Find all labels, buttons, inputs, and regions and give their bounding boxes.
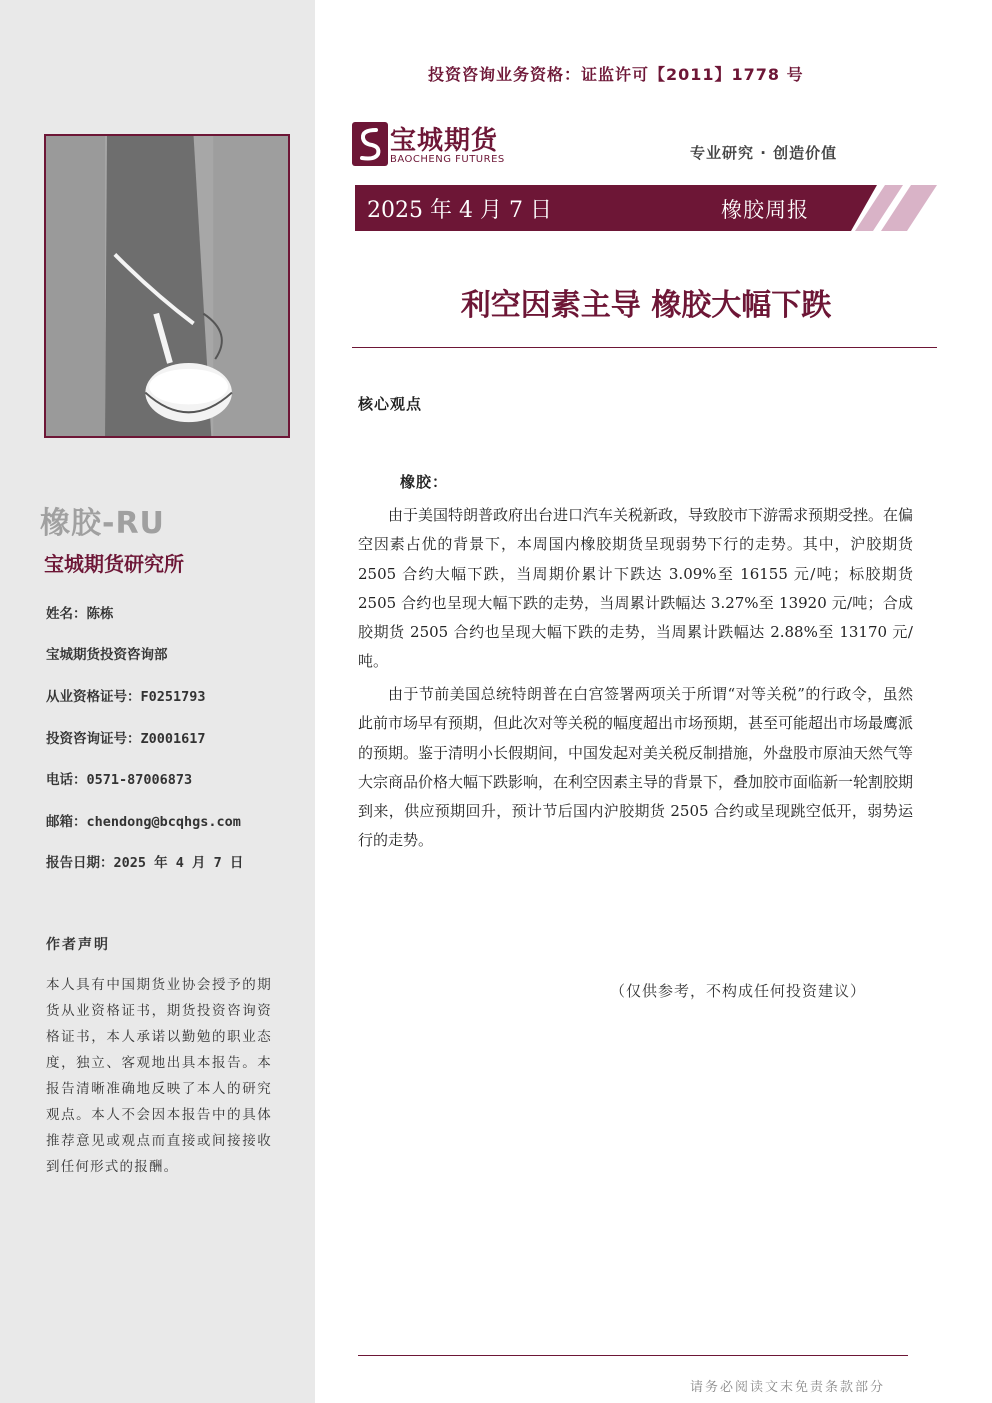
baocheng-logo-icon	[352, 122, 388, 166]
company-logo	[352, 120, 522, 172]
banner-date: 2025 年 4 月 7 日	[367, 198, 552, 223]
phone-number: 电话：0571-87006873	[46, 772, 193, 788]
license-text: 投资咨询业务资格：证监许可【2011】1778 号	[428, 65, 804, 84]
author-name: 姓名：陈栋	[46, 606, 114, 622]
sidebar	[0, 0, 315, 1403]
report-type: 橡胶周报	[721, 198, 809, 222]
consulting-number: 投资咨询证号：Z0001617	[46, 731, 206, 747]
slogan: 专业研究 · 创造价值	[690, 144, 838, 162]
rubber-section-heading: 橡胶：	[400, 473, 449, 491]
category-label: 橡胶-RU	[40, 506, 165, 541]
rubber-tapping-illustration	[46, 136, 288, 436]
qualification-number: 从业资格证号：F0251793	[46, 689, 206, 705]
declaration-title: 作者声明	[46, 937, 110, 953]
footer-divider	[358, 1355, 908, 1356]
logo-english-name: BAOCHENG FUTURES	[390, 154, 505, 165]
report-title: 利空因素主导 橡胶大幅下跌	[460, 288, 832, 323]
body-paragraph: 由于节前美国总统特朗普在白宫签署两项关于所谓“对等关税”的行政令，虽然此前市场早有预期，但此次对等关税的幅度超出市场预期，甚至可能超出市场最鹰派的预期。鉴于清明小长假期间，中国发起对美关税反制措施，外盘股市原油天然气等大宗商品价格大幅下跌影响，在利空因素主导的背景下，叠加胶市面临新一轮割胶期到来，供应预期回升，预计节后国内沪胶期货 2505 合约或呈现跳空低开，弱势运行的走势。	[358, 685, 914, 850]
title-divider	[352, 347, 937, 348]
rubber-tapping-photo	[44, 134, 290, 438]
core-view-heading: 核心观点	[358, 395, 423, 413]
department-name: 宝城期货投资咨询部	[46, 647, 168, 663]
institute-name: 宝城期货研究所	[44, 552, 184, 576]
investment-disclaimer: （仅供参考，不构成任何投资建议）	[610, 982, 867, 1000]
footer-note: 请务必阅读文末免责条款部分	[690, 1380, 886, 1395]
body-paragraph: 由于美国特朗普政府出台进口汽车关税新政，导致胶市下游需求预期受挫。在偏空因素占优的背景下，本周国内橡胶期货呈现弱势下行的走势。其中，沪胶期货 2505 合约大幅下跌，当周期价累计下跌达 3.09%至 16155 元/吨；标胶期货 2505 合约也呈现大幅下跌的走势，当周累计跌幅达 3.27%至 13920 元/吨；合成胶期货 2505 合约也呈现大幅下跌的走势，当周累计跌幅达 2.88%至 13170 元/吨。	[358, 506, 914, 671]
logo-chinese-name: 宝城期货	[390, 126, 499, 156]
declaration-body: 本人具有中国期货业协会授予的期货从业资格证书，期货投资咨询资格证书，本人承诺以勤勉的职业态度，独立、客观地出具本报告。本报告清晰准确地反映了本人的研究观点。本人不会因本报告中的具体推荐意见或观点而直接或间接接收到任何形式的报酬。	[46, 977, 272, 1175]
email-address[interactable]: 邮箱：chendong@bcqhgs.com	[46, 814, 241, 830]
report-date: 报告日期：2025 年 4 月 7 日	[46, 855, 244, 871]
report-banner	[355, 185, 937, 231]
